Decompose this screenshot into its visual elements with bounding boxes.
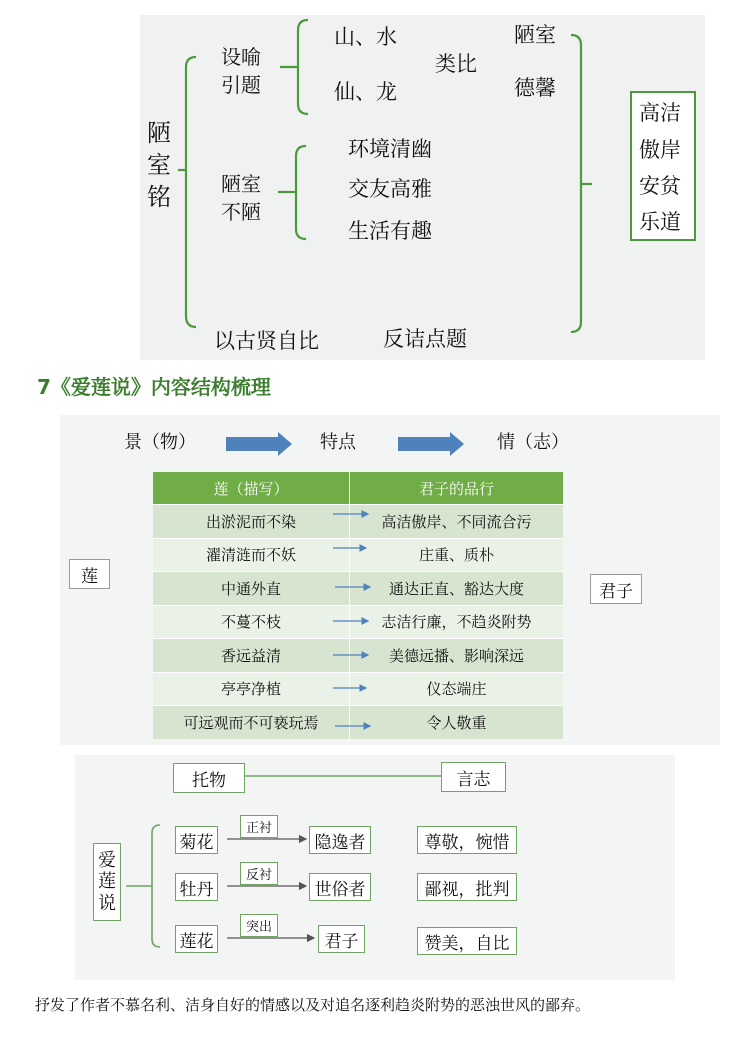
lian-label: 莲 [81, 566, 98, 587]
loushi-text: 陋室 [514, 23, 556, 47]
flower-box-juhua [175, 826, 218, 854]
table-cell-junzi: 美德远播、影响深远 [350, 639, 564, 673]
result-line2: 傲岸 [639, 138, 681, 162]
table-cell-lian: 濯清涟而不妖 [153, 538, 350, 572]
person-label: 隐逸者 [314, 832, 366, 853]
person-box-yinyi [309, 826, 371, 854]
leibi-text: 类比 [435, 52, 477, 76]
flower-label: 莲花 [179, 931, 214, 952]
summary-text: 抒发了作者不慕名利、洁身自好的情感以及对追名逐利趋炎附势的恶浊世风的鄙弃。 [35, 996, 591, 1014]
attitude-box-lianhua [417, 927, 517, 955]
tuowu-label: 托物 [192, 770, 226, 791]
table-cell-junzi: 仪态端庄 [350, 672, 564, 706]
flower-label: 菊花 [179, 832, 214, 853]
shanshui-text: 山、水 [334, 25, 397, 49]
header-lian: 莲（描写） [153, 472, 350, 505]
table-cell-lian: 可远观而不可亵玩焉 [153, 706, 350, 739]
attitude-box-mudan [417, 873, 517, 901]
loushiming-title-char-3: 铭 [147, 183, 171, 211]
lsbl-label-line2: 不陋 [221, 200, 261, 224]
dexin-text: 德馨 [514, 76, 556, 100]
flow-qing: 情（志） [497, 432, 569, 453]
table-cell-lian: 亭亭净植 [153, 672, 350, 706]
table-cell-junzi: 通达正直、豁达大度 [350, 572, 564, 606]
attitude-label: 赞美，自比 [424, 933, 510, 954]
flow-tedian: 特点 [320, 432, 356, 453]
yanzhi-label: 言志 [456, 769, 491, 790]
person-box-shisu [309, 873, 371, 901]
relation-box-tuchu [240, 914, 278, 937]
result-line3: 安贫 [639, 174, 681, 198]
table-cell-junzi: 志洁行廉，不趋炎附势 [350, 605, 564, 639]
item-huanjing: 环境清幽 [348, 137, 432, 161]
table-cell-junzi: 庄重、质朴 [350, 538, 564, 572]
relation-label: 正衬 [245, 821, 272, 836]
flower-label: 牡丹 [179, 879, 214, 900]
table-cell-junzi: 令人敬重 [350, 706, 564, 739]
relation-label: 突出 [245, 920, 272, 935]
person-label: 世俗者 [314, 879, 366, 900]
loushiming-title-char-1: 陋 [147, 119, 171, 147]
loushiming-title-char-2: 室 [147, 151, 171, 179]
header-junzi: 君子的品行 [350, 472, 564, 505]
result-line4: 乐道 [639, 210, 681, 234]
table-cell-lian: 中通外直 [153, 572, 350, 606]
sheyu-label-line2: 引题 [221, 73, 261, 97]
sheyu-label-line1: 设喻 [221, 45, 261, 69]
flow-jing: 景（物） [124, 432, 196, 453]
table-cell-lian: 香远益清 [153, 639, 350, 673]
attitude-label: 尊敬，惋惜 [424, 832, 510, 853]
item-jiaoyou: 交友高雅 [348, 177, 432, 201]
ailianshuo-char-3: 说 [98, 892, 116, 914]
relation-label: 反衬 [245, 868, 272, 883]
attitude-box-juhua [417, 826, 517, 854]
fanjie-text: 反诘点题 [383, 327, 467, 351]
ailianshuo-char-2: 莲 [98, 871, 116, 893]
relation-box-fanchen [240, 862, 278, 885]
junzi-label: 君子 [599, 581, 633, 602]
table-cell-junzi: 高洁傲岸、不同流合污 [350, 505, 564, 539]
xianlong-text: 仙、龙 [334, 80, 397, 104]
yigu-text: 以古贤自比 [214, 329, 319, 353]
section2-heading: 7《爱莲说》内容结构梳理 [37, 375, 271, 399]
ailianshuo-title-box [93, 843, 121, 921]
relation-box-zhengchen [240, 815, 278, 838]
lsbl-label-line1: 陋室 [221, 172, 261, 196]
attitude-label: 鄙视，批判 [424, 879, 510, 900]
table-cell-lian: 不蔓不枝 [153, 605, 350, 639]
person-box-junzi [318, 925, 365, 953]
table-cell-lian: 出淤泥而不染 [153, 505, 350, 539]
ailianshuo-bracket [152, 825, 160, 947]
item-shenghuo: 生活有趣 [348, 219, 432, 243]
flower-box-lianhua [175, 925, 218, 953]
ailianshuo-char-1: 爱 [98, 849, 116, 871]
person-label: 君子 [324, 931, 359, 952]
result-line1: 高洁 [639, 101, 681, 125]
flower-box-mudan [175, 873, 218, 901]
